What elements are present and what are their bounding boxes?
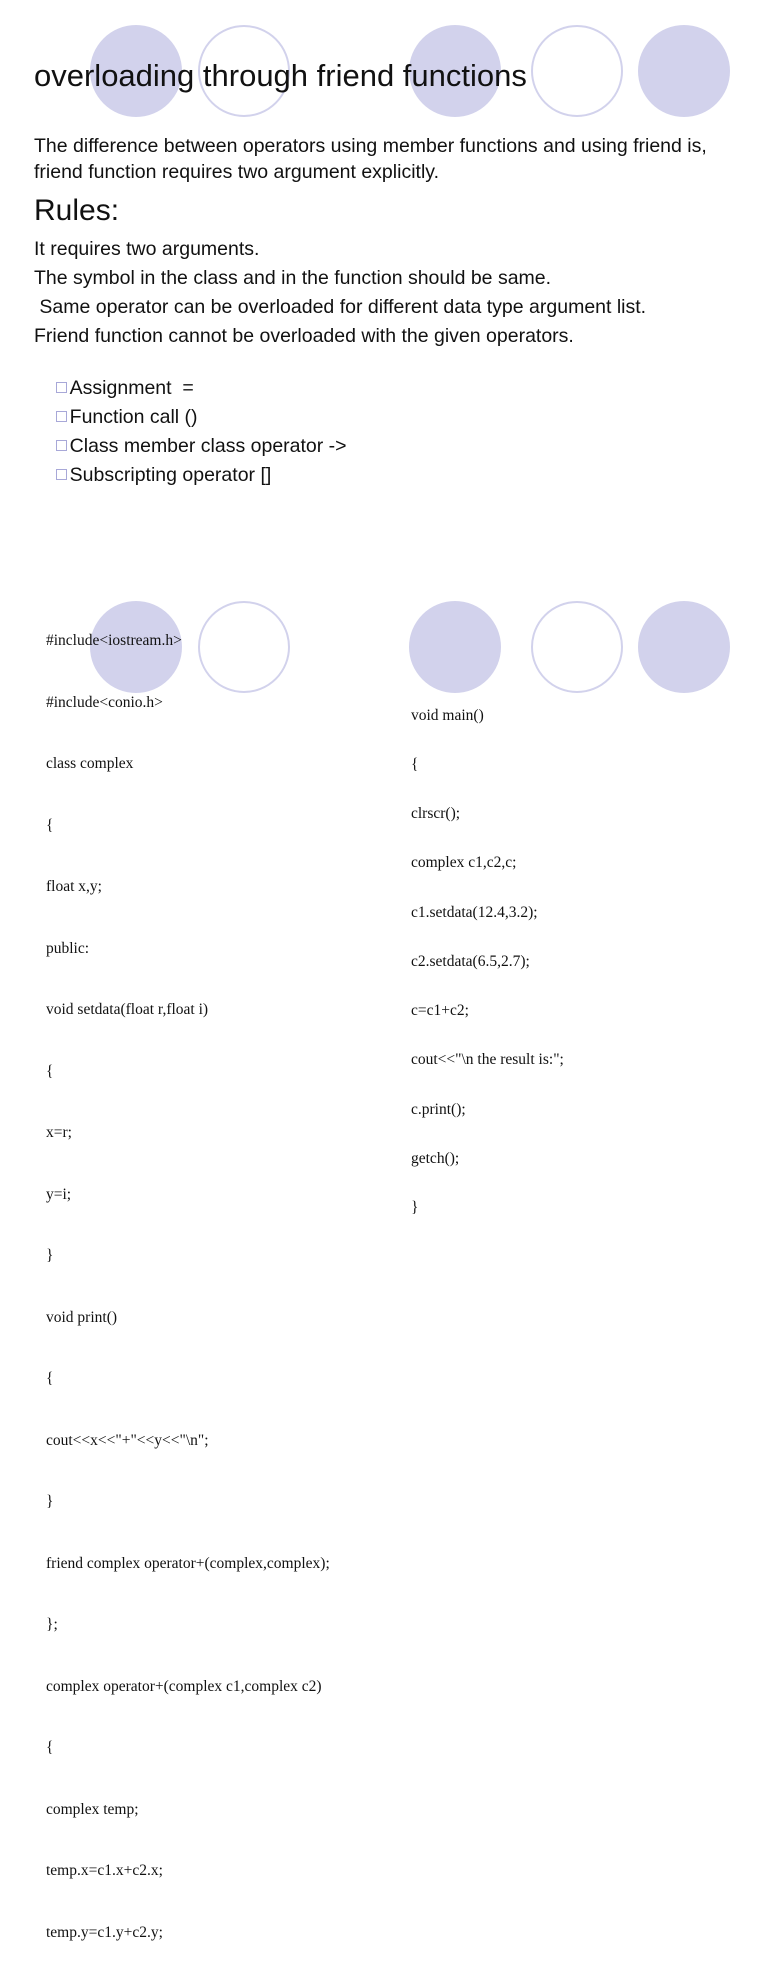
code-line: } bbox=[46, 1493, 54, 1510]
code-line: complex operator+(complex c1,complex c2) bbox=[46, 1677, 322, 1695]
code-line: void setdata(float r,float i) bbox=[46, 1001, 209, 1018]
code-line: public: bbox=[46, 939, 90, 957]
code-line: } bbox=[46, 1247, 54, 1264]
bullet-label: Function call () bbox=[69, 406, 198, 428]
code-line: { bbox=[46, 1062, 54, 1080]
bullet-label: Class member class operator -> bbox=[69, 435, 347, 457]
code-line: temp.x=c1.x+c2.x; bbox=[46, 1862, 163, 1879]
code-line: complex c1,c2,c; bbox=[411, 854, 517, 872]
code-line: friend complex operator+(complex,complex); bbox=[46, 1554, 330, 1572]
code-line: { bbox=[411, 756, 419, 774]
code-line: getch(); bbox=[411, 1149, 460, 1167]
code-line: c=c1+c2; bbox=[411, 1002, 469, 1020]
code-line: c1.setdata(12.4,3.2); bbox=[411, 903, 538, 921]
rules-heading: Rules: bbox=[34, 194, 120, 227]
code-line: clrscr(); bbox=[411, 805, 461, 823]
code-line: #include<conio.h> bbox=[46, 693, 163, 711]
code-line: class complex bbox=[46, 755, 134, 772]
intro-paragraph: The difference between operators using member functions and using friend is, friend function requires two argument explicitly. bbox=[34, 135, 707, 183]
code-line: y=i; bbox=[46, 1185, 72, 1203]
code-line: void main() bbox=[411, 706, 484, 724]
code-line: x=r; bbox=[46, 1124, 72, 1141]
code-line: temp.y=c1.y+c2.y; bbox=[46, 1923, 163, 1941]
square-bullet-icon bbox=[56, 469, 67, 480]
code-line: }; bbox=[46, 1616, 58, 1633]
code-line: complex temp; bbox=[46, 1800, 139, 1818]
code-line: float x,y; bbox=[46, 878, 102, 895]
code-line: { bbox=[46, 816, 54, 834]
code-line: cout<<x<<"+"<<y<<"\n"; bbox=[46, 1431, 209, 1449]
slide-title: overloading through friend functions bbox=[34, 58, 527, 93]
code-block-class-definition bbox=[46, 590, 330, 1984]
decorative-circle bbox=[638, 25, 730, 117]
code-line: c2.setdata(6.5,2.7); bbox=[411, 952, 530, 970]
code-line: } bbox=[411, 1199, 419, 1216]
code-line: { bbox=[46, 1370, 54, 1387]
slide-2 bbox=[0, 550, 768, 1941]
list-item bbox=[34, 441, 271, 510]
decorative-circle bbox=[531, 25, 623, 117]
rule-line: Friend function cannot be overloaded with the given operators. bbox=[34, 325, 574, 347]
code-line: void print() bbox=[46, 1308, 118, 1326]
code-line: cout<<"\n the result is:"; bbox=[411, 1051, 564, 1069]
slide-1 bbox=[0, 0, 768, 550]
rule-line: The symbol in the class and in the function should be same. bbox=[34, 267, 552, 289]
rule-line: Same operator can be overloaded for different data type argument list. bbox=[34, 296, 647, 318]
rule-line: It requires two arguments. bbox=[34, 238, 260, 260]
decorative-circle bbox=[638, 601, 730, 693]
code-line: { bbox=[46, 1739, 54, 1756]
code-block-main-function bbox=[411, 675, 564, 1249]
code-line: #include<iostream.h> bbox=[46, 632, 182, 649]
bullet-label: Assignment = bbox=[69, 377, 194, 399]
code-line: c.print(); bbox=[411, 1100, 466, 1118]
bullet-label: Subscripting operator [] bbox=[69, 464, 272, 486]
